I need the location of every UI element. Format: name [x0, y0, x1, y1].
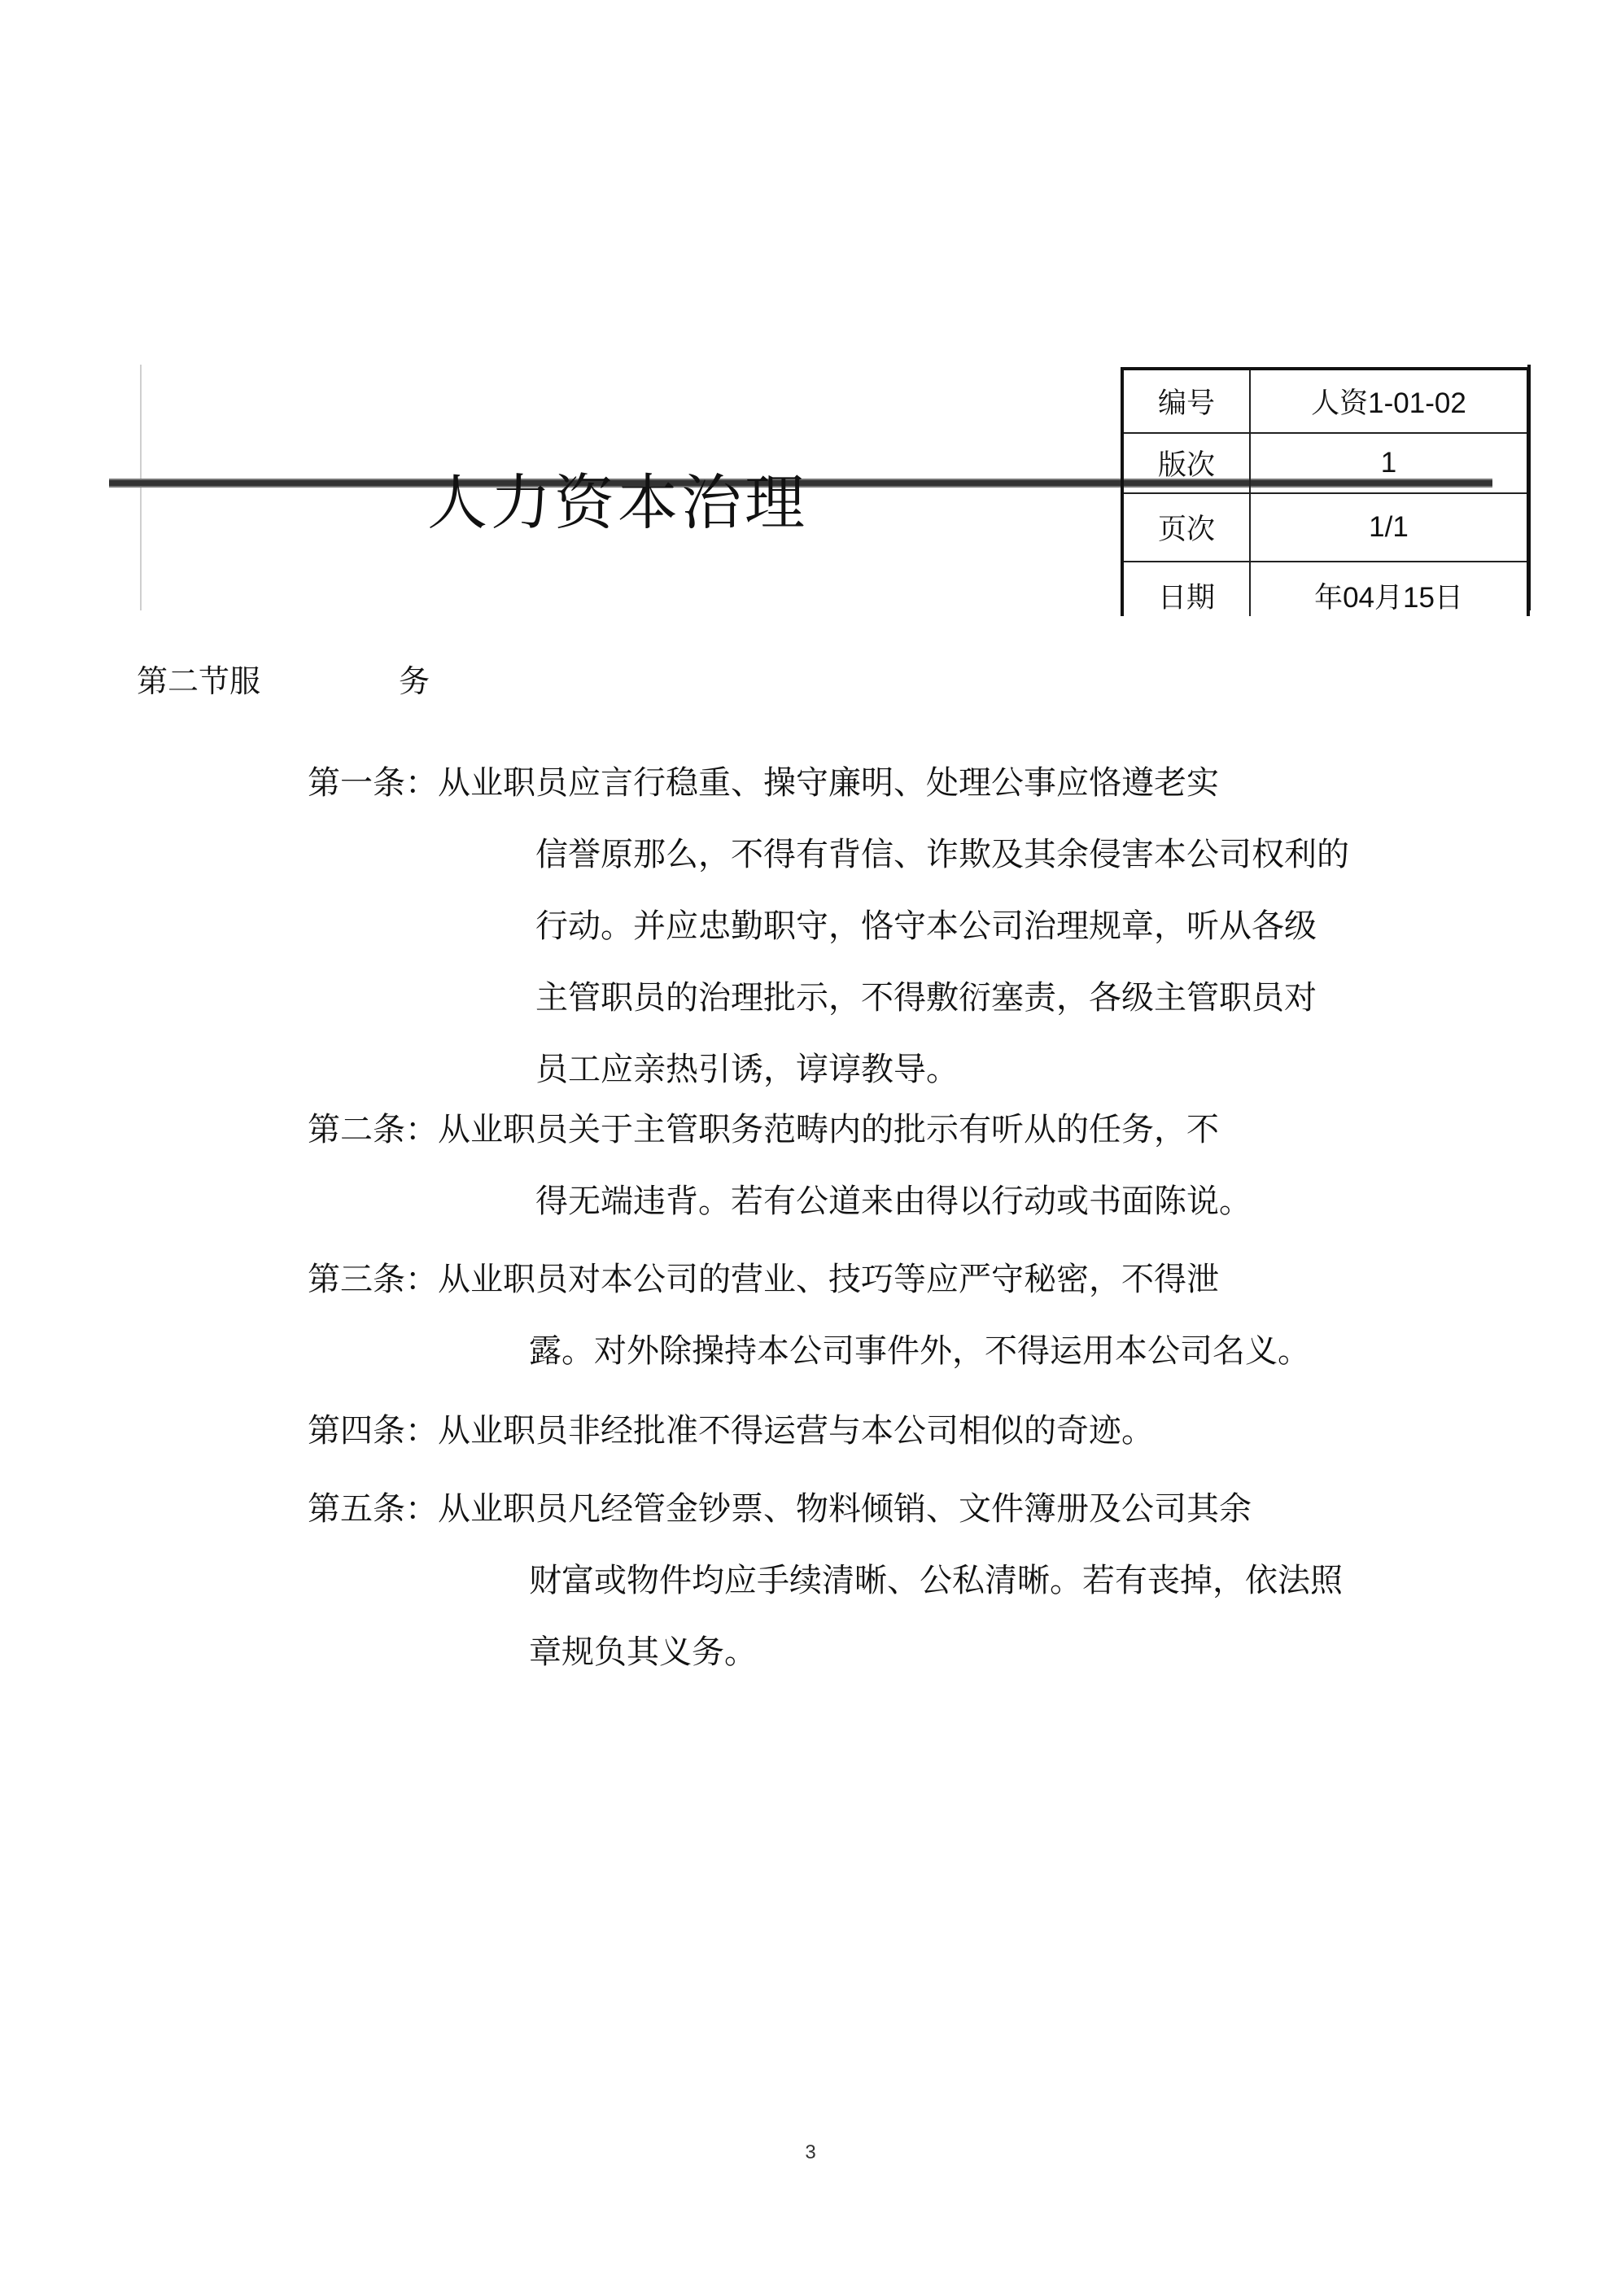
- meta-label: 版次: [1122, 433, 1250, 493]
- meta-row-number: [1122, 369, 1528, 433]
- article-3: [308, 1244, 1310, 1387]
- article-text: 从业职员非经批准不得运营与本公司相似的奇迹。: [438, 1412, 1154, 1450]
- article-2: [308, 1094, 1252, 1237]
- meta-row-edition: [1122, 433, 1528, 493]
- article-1: [308, 747, 1349, 1105]
- article-continuation-line: 信誉原那么，不得有背信、诈欺及其余侵害本公司权利的: [535, 836, 1349, 873]
- article-continuation-line: 行动。并应忠勤职守，恪守本公司治理规章，听从各级: [535, 907, 1317, 945]
- section-heading: [137, 661, 430, 702]
- meta-label: 日期: [1122, 562, 1250, 616]
- article-label: 第四条：: [308, 1412, 438, 1450]
- meta-value: 人资1-01-02: [1250, 369, 1528, 433]
- meta-value: 1/1: [1250, 493, 1528, 562]
- article-continuation-line: 财富或物件均应手续清晰、公私清晰。若有丧掉，依法照: [529, 1562, 1343, 1599]
- meta-table-right-edge: [1527, 365, 1531, 610]
- article-first-line: [308, 1473, 1343, 1545]
- article-continuation-line: 露。对外除操持本公司事件外，不得运用本公司名义。: [529, 1332, 1310, 1370]
- meta-value: 1: [1250, 433, 1528, 493]
- article-first-line: [308, 1244, 1310, 1315]
- meta-label: 编号: [1122, 369, 1250, 433]
- article-4: [308, 1395, 1154, 1467]
- document-title: 人力资本治理: [427, 468, 808, 538]
- document-meta-table: [1121, 367, 1530, 616]
- meta-row-page: [1122, 493, 1528, 562]
- article-label: 第五条：: [308, 1490, 438, 1528]
- page-number: 3: [805, 2141, 816, 2163]
- article-label: 第三条：: [308, 1261, 438, 1298]
- header-left-rule: [140, 365, 142, 610]
- section-heading-right: 务: [399, 663, 430, 699]
- article-first-line: [308, 1395, 1154, 1467]
- article-first-line: [308, 1094, 1252, 1165]
- article-label: 第二条：: [308, 1111, 438, 1148]
- article-continuation-line: 章规负其义务。: [529, 1633, 757, 1671]
- article-label: 第一条：: [308, 764, 438, 802]
- article-text: 从业职员凡经管金钞票、物料倾销、文件簿册及公司其余: [438, 1490, 1252, 1528]
- article-text: 从业职员应言行稳重、操守廉明、处理公事应恪遵老实: [438, 764, 1219, 802]
- article-continuation-line: 员工应亲热引诱，谆谆教导。: [535, 1051, 959, 1088]
- article-first-line: [308, 747, 1349, 819]
- article-text: 从业职员关于主管职务范畴内的批示有听从的任务，不: [438, 1111, 1219, 1148]
- meta-value: 年04月15日: [1250, 562, 1528, 616]
- article-continuation-line: 主管职员的治理批示，不得敷衍塞责，各级主管职员对: [535, 979, 1317, 1017]
- article-5: [308, 1473, 1343, 1688]
- article-continuation-line: 得无端违背。若有公道来由得以行动或书面陈说。: [535, 1183, 1252, 1220]
- meta-label: 页次: [1122, 493, 1250, 562]
- meta-row-date: [1122, 562, 1528, 616]
- section-heading-left: 第二节服: [137, 663, 261, 699]
- article-text: 从业职员对本公司的营业、技巧等应严守秘密，不得泄: [438, 1261, 1219, 1298]
